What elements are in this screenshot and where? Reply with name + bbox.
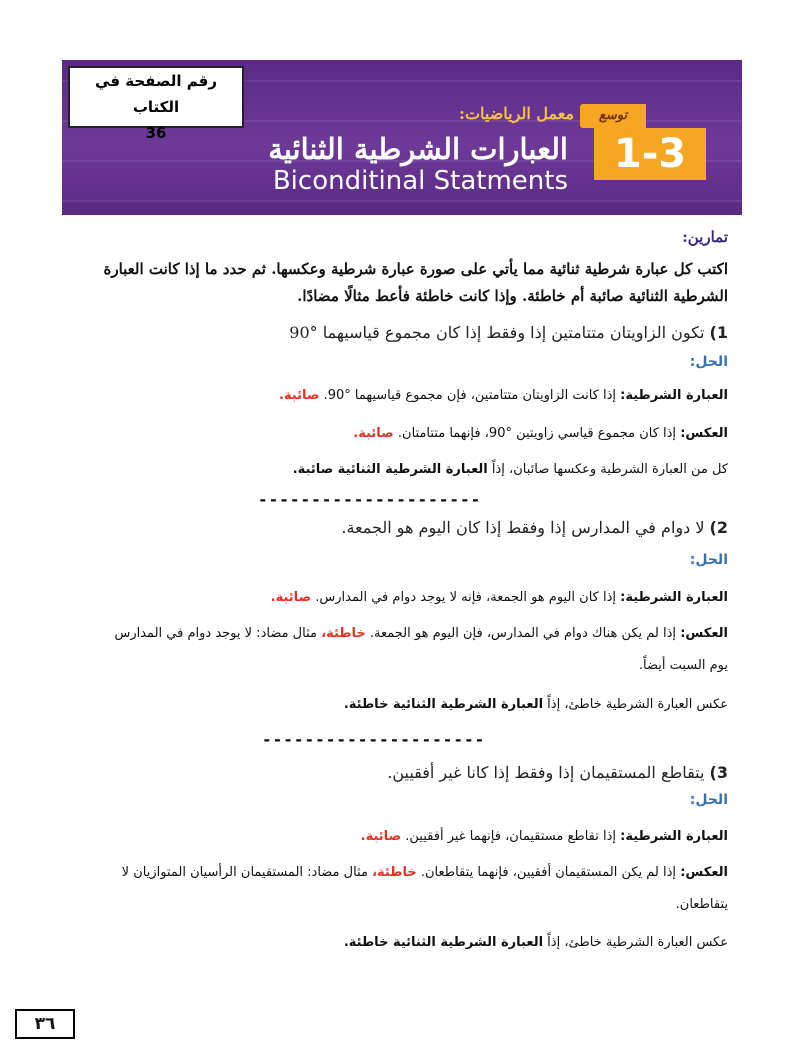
conditional-label: العبارة الشرطية: <box>620 829 728 844</box>
true-result: صائبة. <box>278 388 320 403</box>
problem-3-number: 3) <box>709 763 728 782</box>
true-result: صائبة. <box>353 426 394 441</box>
conclusion-3 <box>344 933 728 953</box>
problem-1 <box>289 323 728 342</box>
converse-1 <box>353 424 728 444</box>
conditional-label: العبارة الشرطية: <box>620 388 728 403</box>
conclusion-bold: العبارة الشرطية الثنائية صائبة. <box>292 462 488 477</box>
conditional-2 <box>271 588 728 608</box>
extension-tag: توسع <box>580 104 646 128</box>
converse-label: العكس: <box>680 426 728 441</box>
instructions-line-2: الشرطية الثنائية صائبة أم خاطئة. وإذا كانت خاطئة فأعط مثالًا مضادًا. <box>297 287 728 305</box>
converse-text: إذا لم يكن هناك دوام في المدارس، فإن اليوم هو الجمعة. <box>369 626 677 641</box>
converse-label: العكس: <box>680 865 728 880</box>
problem-2-number: 2) <box>709 518 728 537</box>
conclusion-text: عكس العبارة الشرطية خاطئ، إذاً <box>547 935 728 950</box>
lesson-title-arabic: العبارات الشرطية الثنائية <box>268 132 568 166</box>
true-result: صائبة. <box>270 590 312 605</box>
converse-text: إذا كان مجموع قياسي زاويتين °90، فإنهما متتامتان. <box>397 426 677 441</box>
problem-2-text: لا دوام في المدارس إذا وفقط إذا كان اليوم هو الجمعة. <box>341 518 705 537</box>
conclusion-text: عكس العبارة الشرطية خاطئ، إذاً <box>547 697 728 712</box>
book-page-reference <box>68 66 244 142</box>
lesson-title-english: Biconditinal Statments <box>272 166 568 196</box>
solution-label-3: الحل: <box>689 792 728 808</box>
separator-2: --------------------- <box>262 730 486 749</box>
lesson-number: 1-3 <box>594 128 706 180</box>
separator-1: --------------------- <box>258 490 482 509</box>
problem-2 <box>341 518 728 537</box>
conditional-text: إذا كانت الزاويتان متتامتين، فإن مجموع قياسيهما °90. <box>323 388 617 403</box>
conclusion-2 <box>344 695 728 715</box>
page-ref-number: 36 <box>145 124 167 142</box>
converse-text: إذا لم يكن المستقيمان أفقيين، فإنهما يتقاطعان. <box>420 865 677 880</box>
conditional-1 <box>279 386 728 406</box>
counterexample-continued: يتقاطعان. <box>675 897 728 912</box>
conclusion-1 <box>293 460 728 480</box>
false-result: خاطئة، <box>372 865 417 880</box>
problem-1-text: تكون الزاويتان متتامتين إذا وفقط إذا كان مجموع قياسيهما °90 <box>289 323 705 342</box>
solution-label-2: الحل: <box>689 552 728 568</box>
conditional-label: العبارة الشرطية: <box>620 590 728 605</box>
page-ref-label: رقم الصفحة في الكتاب <box>95 72 217 116</box>
page-number: ٣٦ <box>15 1009 75 1039</box>
problem-3 <box>387 763 728 782</box>
counterexample-text: مثال مضاد: لا يوجد دوام في المدارس <box>114 626 317 641</box>
lab-title: معمل الرياضيات: <box>459 104 574 123</box>
false-result: خاطئة، <box>321 626 366 641</box>
converse-2 <box>72 618 728 682</box>
exercises-heading: تمارين: <box>682 228 728 246</box>
conditional-text: إذا كان اليوم هو الجمعة، فإنه لا يوجد دوام في المدارس. <box>315 590 617 605</box>
conditional-text: إذا تقاطع مستقيمان، فإنهما غير أفقيين. <box>405 829 617 844</box>
true-result: صائبة. <box>360 829 402 844</box>
counterexample-continued: يوم السبت أيضاً. <box>638 658 728 673</box>
converse-3 <box>72 857 728 921</box>
solution-label-1: الحل: <box>689 354 728 370</box>
problem-1-number: 1) <box>709 323 728 342</box>
converse-label: العكس: <box>680 626 728 641</box>
conclusion-bold: العبارة الشرطية الثنائية خاطئة. <box>343 935 544 950</box>
conditional-3 <box>361 827 728 847</box>
instructions <box>74 256 728 310</box>
problem-3-text: يتقاطع المستقيمان إذا وفقط إذا كانا غير أفقيين. <box>387 763 705 782</box>
conclusion-text: كل من العبارة الشرطية وعكسها صائبان، إذاً <box>491 462 728 477</box>
conclusion-bold: العبارة الشرطية الثنائية خاطئة. <box>343 697 544 712</box>
counterexample-text: مثال مضاد: المستقيمان الرأسيان المتوازيان لا <box>121 865 368 880</box>
instructions-line-1: اكتب كل عبارة شرطية ثنائية مما يأتي على صورة عبارة شرطية وعكسها. ثم حدد ما إذا كانت العبارة <box>103 260 728 278</box>
